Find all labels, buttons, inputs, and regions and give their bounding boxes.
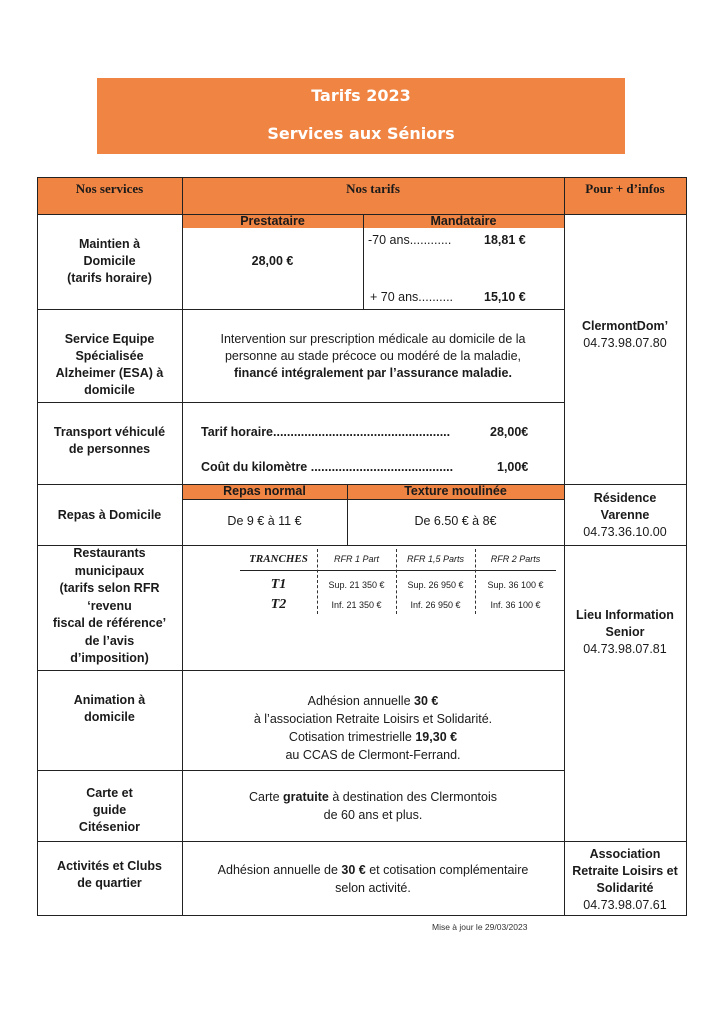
transport-hourly-price: 28,00€	[490, 425, 529, 439]
esa-description: Intervention sur prescription médicale au domicile de la personne au stade précoce ou modéré de la maladie, financé intégralement par l’assurance maladie.	[220, 332, 526, 380]
maintien-label: Maintien à Domicile (tarifs horaire)	[67, 237, 152, 285]
rfr2-header: RFR 2 Parts	[490, 554, 541, 564]
carte-description: Carte gratuite à destination des Clermontois de 60 ans et plus.	[248, 790, 498, 822]
tranche-t1: T1	[270, 577, 287, 592]
prestataire-header: Prestataire	[240, 214, 305, 228]
prestataire-price: 28,00 €	[251, 254, 294, 268]
mandataire-over70-price: 15,10 €	[484, 290, 526, 304]
mandataire-over70-label: + 70 ans..........	[370, 290, 454, 304]
update-date: Mise à jour le 29/03/2023	[432, 922, 528, 932]
t1-rfr1: Sup. 21 350 €	[328, 580, 385, 590]
rfr1-header: RFR 1 Part	[333, 554, 379, 564]
page-subtitle: Services aux Séniors	[267, 124, 455, 143]
header-services: Nos services	[75, 181, 144, 196]
mandataire-header: Mandataire	[430, 214, 497, 228]
transport-km-label: Coût du kilomètre .........................................	[201, 460, 454, 474]
title-banner	[97, 78, 625, 154]
activites-description: Adhésion annuelle de 30 € et cotisation complémentaire selon activité.	[217, 863, 529, 895]
tranche-t2: T2	[270, 597, 287, 612]
transport-label: Transport véhiculé de personnes	[53, 425, 166, 456]
t1-rfr2: Sup. 36 100 €	[487, 580, 544, 590]
header-tarifs: Nos tarifs	[346, 181, 400, 196]
restaurants-label: Restaurants municipaux (tarifs selon RFR ‘revenu fiscal de référence’ de l’avis d’imposition)	[52, 546, 167, 665]
carte-label: Carte et guide Citésenior	[78, 786, 141, 834]
contact-clermontdom: ClermontDom’ 04.73.98.07.80	[581, 319, 669, 350]
t2-rfr1: Inf. 21 350 €	[331, 600, 382, 610]
t1-rfr15: Sup. 26 950 €	[407, 580, 464, 590]
mandataire-under70-label: -70 ans............	[368, 233, 452, 247]
t2-rfr15: Inf. 26 950 €	[410, 600, 461, 610]
repas-normal-price: De 9 € à 11 €	[227, 514, 302, 528]
repas-mouline-price: De 6.50 € à 8€	[414, 514, 497, 528]
contact-lieu-information-senior: Lieu Information Senior 04.73.98.07.81	[576, 608, 674, 656]
tranches-header: TRANCHES	[249, 553, 308, 565]
activites-label: Activités et Clubs de quartier	[57, 859, 162, 890]
repas-normal-header: Repas normal	[223, 484, 306, 498]
repas-mouline-header: Texture moulinée	[404, 484, 507, 498]
header-infos: Pour + d’infos	[585, 181, 665, 196]
t2-rfr2: Inf. 36 100 €	[490, 600, 541, 610]
rfr15-header: RFR 1,5 Parts	[406, 554, 464, 564]
repas-label: Repas à Domicile	[57, 508, 162, 522]
mandataire-under70-price: 18,81 €	[484, 233, 526, 247]
esa-label: Service Equipe Spécialisée Alzheimer (ESA) à domicile	[55, 332, 164, 397]
animation-label: Animation à domicile	[73, 693, 146, 724]
transport-km-price: 1,00€	[497, 460, 529, 474]
contact-residence-varenne: Résidence Varenne 04.73.36.10.00	[583, 491, 667, 539]
contact-association-rls: Association Retraite Loisirs et Solidarité 04.73.98.07.61	[572, 847, 678, 912]
animation-description: Adhésion annuelle 30 € à l’association Retraite Loisirs et Solidarité. Cotisation trimestrielle 19,30 € au CCAS de Clermont-Ferrand.	[253, 694, 493, 762]
page-title: Tarifs 2023	[311, 86, 411, 105]
transport-hourly-label: Tarif horaire...................................................	[201, 425, 451, 439]
